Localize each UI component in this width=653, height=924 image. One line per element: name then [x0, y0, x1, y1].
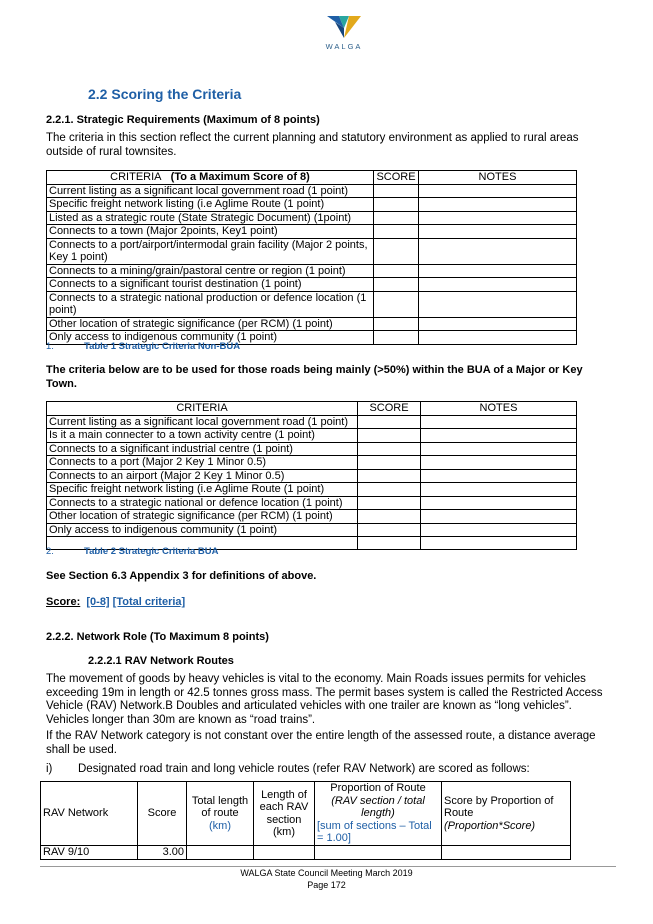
- table-row: Other location of strategic significance (per RCM) (1 point): [47, 317, 577, 331]
- table-row: Connects to a mining/grain/pastoral centre or region (1 point): [47, 264, 577, 278]
- table-row: Connects to a town (Major 2points, Key1 point): [47, 225, 577, 239]
- bua-intro: The criteria below are to be used for those roads being mainly (>50%) within the BUA of a Major or Key Town.: [46, 364, 583, 390]
- table2-score-header: SCORE: [358, 402, 421, 416]
- table1-notes-header: NOTES: [419, 171, 577, 185]
- rav-proportion-header: Proportion of Route (RAV section / total length) [sum of sections – Total = 1.00]: [315, 782, 442, 846]
- table1-score-header: SCORE: [374, 171, 419, 185]
- score-label: Score:: [46, 596, 81, 608]
- list-item: [46, 763, 616, 775]
- list-item-number: i): [46, 763, 53, 775]
- table-row: Connects to a strategic national or defence location (1 point): [47, 496, 577, 510]
- table2-notes-header: NOTES: [421, 402, 577, 416]
- heading-2-2-2: 2.2.2. Network Role (To Maximum 8 points): [46, 631, 269, 643]
- table-row: Current listing as a significant local government road (1 point): [47, 184, 577, 198]
- section-title: 2.2 Scoring the Criteria: [88, 86, 242, 102]
- table-row: Only access to indigenous community (1 point): [47, 523, 577, 537]
- table-row: Current listing as a significant local government road (1 point): [47, 415, 577, 429]
- list-item-text: Designated road train and long vehicle routes (refer RAV Network) are scored as follows:: [78, 763, 530, 775]
- table-row: Specific freight network listing (i.e Aglime Route (1 point): [47, 198, 577, 212]
- table2-header-row: [47, 402, 577, 416]
- rav-network-header: RAV Network: [41, 782, 138, 846]
- total-criteria-link[interactable]: [Total criteria]: [112, 596, 186, 608]
- table-strategic-non-bua: [46, 170, 577, 345]
- rav-score-proportion-header: Score by Proportion of Route (Proportion*Score): [442, 782, 571, 846]
- table-row: Specific freight network listing (i.e Aglime Route (1 point): [47, 483, 577, 497]
- footer-page-number: Page 172: [307, 880, 346, 890]
- distance-average-paragraph: If the RAV Network category is not constant over the entire length of the assessed route, a distance average shall be used.: [46, 730, 596, 756]
- walga-logo-icon: [327, 14, 361, 40]
- walga-logo: [318, 14, 370, 51]
- table1-header-row: [47, 171, 577, 185]
- table-strategic-bua: [46, 401, 577, 550]
- rav-score-header: Score: [138, 782, 187, 846]
- table-rav-network: [40, 781, 571, 860]
- footer-meeting: WALGA State Council Meeting March 2019: [240, 868, 413, 878]
- table-row: Connects to a port/airport/intermodal grain facility (Major 2 points, Key 1 point): [47, 238, 577, 264]
- heading-2-2-1: 2.2.1. Strategic Requirements (Maximum of 8 points): [46, 114, 320, 126]
- intro-paragraph: The criteria in this section reflect the current planning and statutory environment as applied to rural areas outside of rural townsites.: [46, 132, 579, 158]
- table2-criteria-header: CRITERIA: [47, 402, 358, 416]
- heading-2-2-2-1: 2.2.2.1 RAV Network Routes: [88, 655, 234, 667]
- score-range-link[interactable]: [0-8]: [86, 596, 110, 608]
- table1-criteria-header: CRITERIA (To a Maximum Score of 8): [47, 171, 374, 185]
- table-row: RAV 9/10 3.00: [41, 846, 571, 860]
- table-row: Connects to an airport (Major 2 Key 1 Minor 0.5): [47, 469, 577, 483]
- rav-paragraph: The movement of goods by heavy vehicles is vital to the economy. Main Roads issues permits for vehicles exceeding 19m in length or 42.5 tonnes gross mass. The permit bases system is called the Restricted Access Vehicle (RAV) Network.B Doubles and articulated vehicles with one trailer are known as “long vehicles”. Vehicles longer than 30m are known as “road trains”.: [46, 673, 603, 726]
- table-row: Connects to a port (Major 2 Key 1 Minor 0.5): [47, 456, 577, 470]
- see-section-note: See Section 6.3 Appendix 3 for definitions of above.: [46, 570, 317, 582]
- score-line: [46, 596, 185, 608]
- table-row: Connects to a significant industrial centre (1 point): [47, 442, 577, 456]
- table-row: Other location of strategic significance (per RCM) (1 point): [47, 510, 577, 524]
- table-row: Is it a main connecter to a town activity centre (1 point): [47, 429, 577, 443]
- table-row: Listed as a strategic route (State Strategic Document) (1point): [47, 211, 577, 225]
- table-row: Connects to a significant tourist destination (1 point): [47, 278, 577, 292]
- rav-total-length-header: Total length of route (km): [187, 782, 254, 846]
- rav-header-row: [41, 782, 571, 846]
- table-row: Connects to a strategic national production or defence location (1 point): [47, 291, 577, 317]
- table1-caption: 1. Table 1 Strategic Criteria Non-BUA: [46, 341, 241, 352]
- table-row: Only access to indigenous community (1 point): [47, 331, 577, 345]
- rav-section-length-header: Length of each RAV section (km): [254, 782, 315, 846]
- logo-text: WALGA: [325, 42, 363, 51]
- table2-caption: 2. Table 2 Strategic Criteria BUA: [46, 546, 219, 557]
- footer-rule: [40, 866, 616, 867]
